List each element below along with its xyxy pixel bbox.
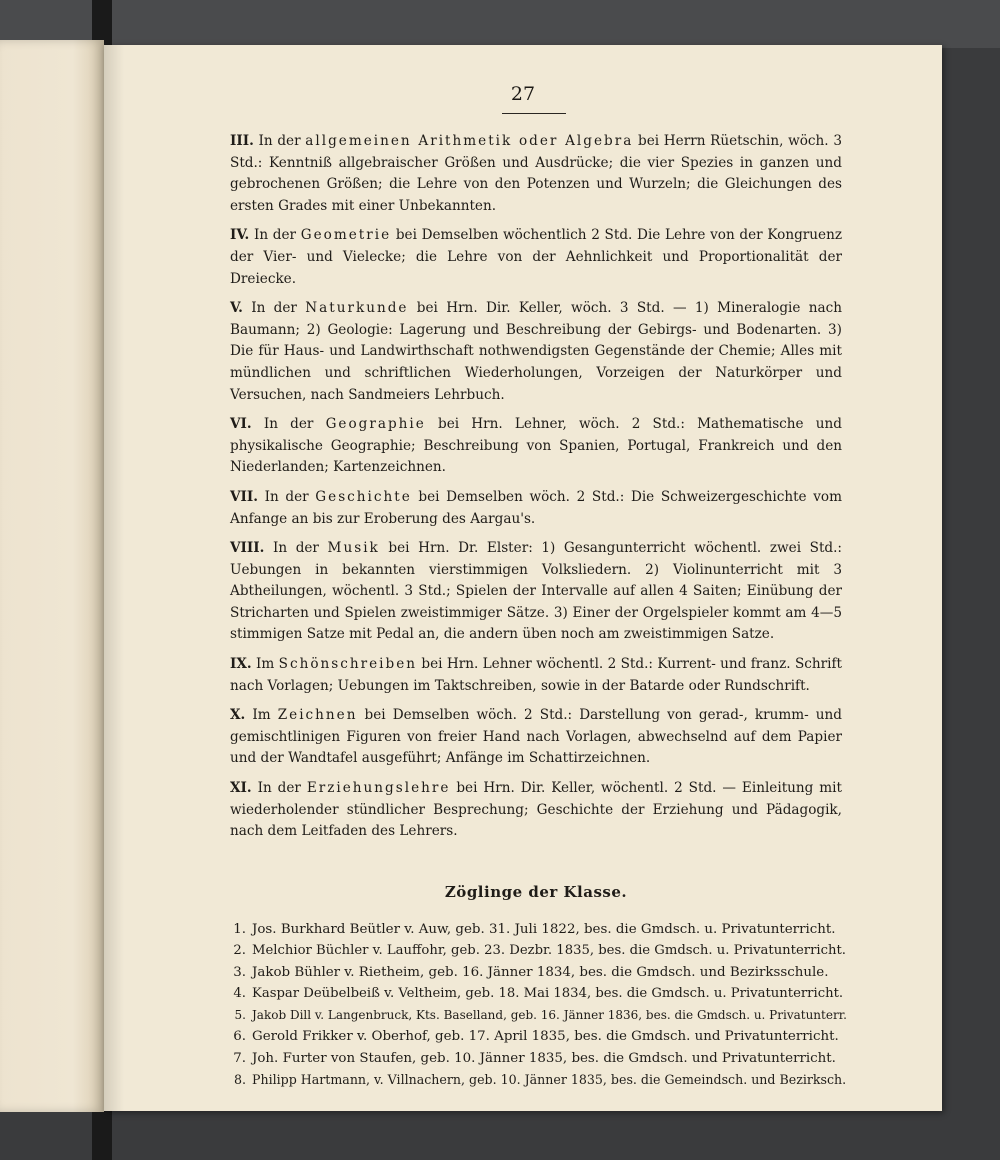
paragraph-text: bei Hrn. Lehner wöchentl. 2 Std.: Kurrent- und franz. Schrift nach Vorlagen; Uebungen im Taktschreiben, sowie in der Batarde oder Rundschrift. [230, 656, 843, 694]
subject-name: Geschichte [315, 488, 412, 505]
pupil-number: 6. [233, 1029, 246, 1045]
paragraph-lead: In der [264, 488, 309, 505]
curriculum-paragraph [230, 414, 842, 479]
pupil-number: 7. [233, 1050, 246, 1066]
paragraph-number: XI. [230, 780, 252, 797]
section-title: Zöglinge der Klasse. [444, 882, 628, 901]
page-number: 27 [510, 83, 536, 105]
pupil-details: Jos. Burkhard Beütler v. Auw, geb. 31. Juli 1822, bes. die Gmdsch. u. Privatunterricht. [252, 921, 836, 937]
paragraph-text: bei Demselben wöchentlich 2 Std. Die Lehre von der Kongruenz der Vier- und Vielecke; die Lehre von der Aehnlichkeit und Proportionalität der Dreiecke. [230, 227, 842, 287]
pupil-number: 2. [233, 943, 246, 959]
curriculum-paragraph [230, 705, 842, 770]
paragraph-number: IV. [230, 227, 250, 244]
scanner-background [0, 0, 1000, 48]
pupil-details: Philipp Hartmann, v. Villnachern, geb. 10. Jänner 1835, bes. die Gemeindsch. und Bezirksch. [252, 1072, 847, 1088]
paragraph-number: III. [230, 133, 254, 149]
pupil-number: 5. [234, 1007, 246, 1022]
paragraph-lead: In der [257, 780, 301, 797]
curriculum-paragraph [230, 654, 842, 697]
curriculum-paragraph [230, 538, 842, 646]
pupil-details: Kaspar Deübelbeiß v. Veltheim, geb. 18. Mai 1834, bes. die Gmdsch. u. Privatunterricht. [252, 986, 844, 1002]
document-page [104, 45, 942, 1111]
pupil-entry [230, 919, 842, 941]
pupil-entry [230, 940, 846, 962]
paragraph-lead: Im [256, 656, 275, 673]
paragraph-text: bei Hrn. Dir. Keller, wöch. 3 Std. — 1) Mineralogie nach Baumann; 2) Geologie: Lagerung und Beschreibung der Gebirgs- und Bodenarten. 3) Die für Haus- und Landwirthschaft nothwendigsten Gegenstände der Chemie; Alles mit mündlichen und schriftlichen Wiederholungen, Vorzeigen der Naturkörper und Versuchen, nach Sandmeiers Lehrbuch. [230, 300, 842, 403]
paragraph-number: IX. [230, 656, 252, 673]
pupil-entry [230, 1069, 847, 1091]
curriculum-paragraph [230, 298, 842, 406]
pupil-details: Jakob Dill v. Langenbruck, Kts. Baselland, geb. 16. Jänner 1836, bes. die Gmdsch. u. Privatunterr. [252, 1007, 847, 1022]
page-content [230, 131, 847, 1091]
paragraph-text: bei Hrn. Lehner, wöch. 2 Std.: Mathematische und physikalische Geographie; Beschreibung von Spanien, Portugal, Frankreich und den Niederlanden; Kartenzeichnen. [230, 416, 842, 476]
pupil-number: 4. [233, 986, 246, 1002]
pupil-details: Gerold Frikker v. Oberhof, geb. 17. April 1835, bes. die Gmdsch. und Privatunterricht. [252, 1029, 839, 1045]
gutter-shadow [104, 45, 124, 1111]
subject-name: Musik [327, 540, 380, 557]
paragraph-lead: In der [258, 133, 301, 149]
paragraph-text: bei Hrn. Dr. Elster: 1) Gesangunterricht wöchentl. zwei Std.: Uebungen in bekannten vierstimmigen Volksliedern. 2) Violinunterricht mit 3 Abtheilungen, wöchentl. 3 Std.; Spielen der Intervalle auf allen 4 Saiten; Einübung der Stricharten und Spielen zweistimmiger Sätze. 3) Einer der Orgelspieler kommt am 4—5 stimmigen Satze mit Pedal an, die andern üben noch am zweistimmigen Satze. [230, 540, 843, 643]
subject-name: allgemeinen Arithmetik oder Algebra [305, 133, 634, 149]
subject-name: Naturkunde [305, 300, 409, 317]
paragraph-number: X. [230, 707, 246, 724]
curriculum-section [230, 131, 842, 843]
pupil-details: Jakob Bühler v. Rietheim, geb. 16. Jänner 1834, bes. die Gmdsch. und Bezirksschule. [252, 964, 829, 980]
page-number-rule [502, 113, 566, 114]
paragraph-text: bei Hrn. Dir. Keller, wöchentl. 2 Std. — Einleitung mit wiederholender stündlicher Besprechung; Geschichte der Erziehung und Pädagogik, nach dem Leitfaden des Lehrers. [230, 780, 842, 840]
paragraph-number: VIII. [230, 540, 265, 557]
pupil-number: 1. [233, 921, 246, 937]
subject-name: Geographie [325, 416, 426, 433]
paragraph-text: bei Demselben wöch. 2 Std.: Die Schweizergeschichte vom Anfange an bis zur Eroberung des Aargau's. [230, 488, 842, 527]
subject-name: Schönschreiben [278, 656, 418, 673]
subject-name: Erziehungslehre [306, 780, 451, 797]
pupil-details: Joh. Furter von Staufen, geb. 10. Jänner 1835, bes. die Gmdsch. und Privatunterricht. [252, 1050, 836, 1066]
curriculum-paragraph [230, 225, 842, 290]
paragraph-lead: In der [263, 416, 314, 433]
pupil-entry [230, 1048, 842, 1070]
paragraph-number: V. [230, 300, 243, 317]
pupil-list [230, 919, 847, 1091]
curriculum-paragraph [230, 131, 842, 217]
pupil-entry [230, 962, 842, 984]
subject-name: Zeichnen [277, 707, 358, 724]
pupil-entry [230, 1026, 842, 1048]
paragraph-text: bei Herrn Rüetschin, wöch. 3 Std.: Kenntniß allgebraischer Größen und Ausdrücke; die vier Spezies in ganzen und gebrochenen Größen; die Lehre von den Potenzen und Wurzeln; die Gleichungen des ersten Grades mit einer Unbekannten. [230, 133, 842, 214]
pupil-entry [230, 983, 842, 1005]
paragraph-lead: In der [272, 540, 319, 557]
left-page-edge [0, 40, 104, 1112]
paragraph-number: VII. [230, 488, 258, 505]
paragraph-text: bei Demselben wöch. 2 Std.: Darstellung von gerad-, krumm- und gemischtlinigen Figuren von freier Hand nach Vorlagen, abwechselnd auf dem Papier und der Wandtafel ausgeführt; Anfänge im Schattirzeichnen. [230, 707, 843, 767]
curriculum-paragraph [230, 778, 842, 843]
paragraph-lead: In der [251, 300, 297, 317]
paragraph-number: VI. [230, 416, 252, 433]
subject-name: Geometrie [300, 227, 392, 244]
pupil-entry [230, 1005, 847, 1027]
pupil-number: 8. [233, 1072, 246, 1088]
curriculum-paragraph [230, 487, 842, 530]
pupil-details: Melchior Büchler v. Lauffohr, geb. 23. Dezbr. 1835, bes. die Gmdsch. u. Privatunterricht. [252, 943, 846, 959]
pupil-number: 3. [233, 964, 246, 980]
paragraph-lead: In der [253, 227, 297, 244]
paragraph-lead: Im [252, 707, 271, 724]
